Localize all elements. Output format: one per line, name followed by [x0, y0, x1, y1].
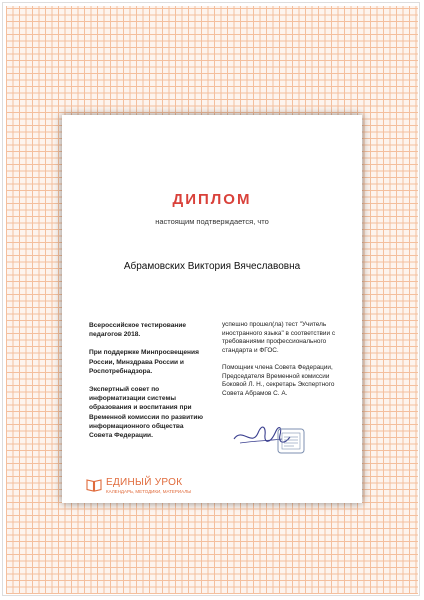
- right-paragraph-signatory: Помощник члена Совета Федерации, Председателя Временной комиссии Боковой Л. Н., секретарь Экспертного Совета Абрамов С. А.: [222, 364, 335, 397]
- certificate-subtitle: настоящим подтверждается, что: [155, 217, 269, 226]
- left-paragraph-council: Экспертный совет по информатизации системы образования и воспитания при Временной комиссии по развитию информационного общества Совета Федерации.: [89, 386, 204, 440]
- certificate-title: ДИПЛОМ: [172, 191, 252, 208]
- recipient-name: Абрамовских Виктория Вячеславовна: [123, 261, 301, 272]
- logo-tagline: КАЛЕНДАРЬ, МЕТОДИКИ, МАТЕРИАЛЫ: [106, 489, 192, 494]
- left-paragraph-support: При поддержке Минпросвещения России, Минздрава России и Роспотребнадзора.: [89, 349, 199, 375]
- left-paragraph-testing: Всероссийское тестирование педагогов 2018.: [89, 322, 187, 339]
- right-paragraph-result: успешно прошел(ла) тест "Учитель иностранного языка" в соответствии с требованиями профессионального стандарта и ФГОС.: [222, 321, 336, 354]
- logo-title: ЕДИНЫЙ УРОК: [106, 477, 183, 488]
- certificate-sheet: [62, 115, 362, 503]
- stamp-icon: [276, 427, 306, 455]
- book-icon: [86, 478, 102, 492]
- logo: [86, 475, 206, 497]
- right-column: [222, 321, 347, 407]
- left-column: [89, 321, 207, 449]
